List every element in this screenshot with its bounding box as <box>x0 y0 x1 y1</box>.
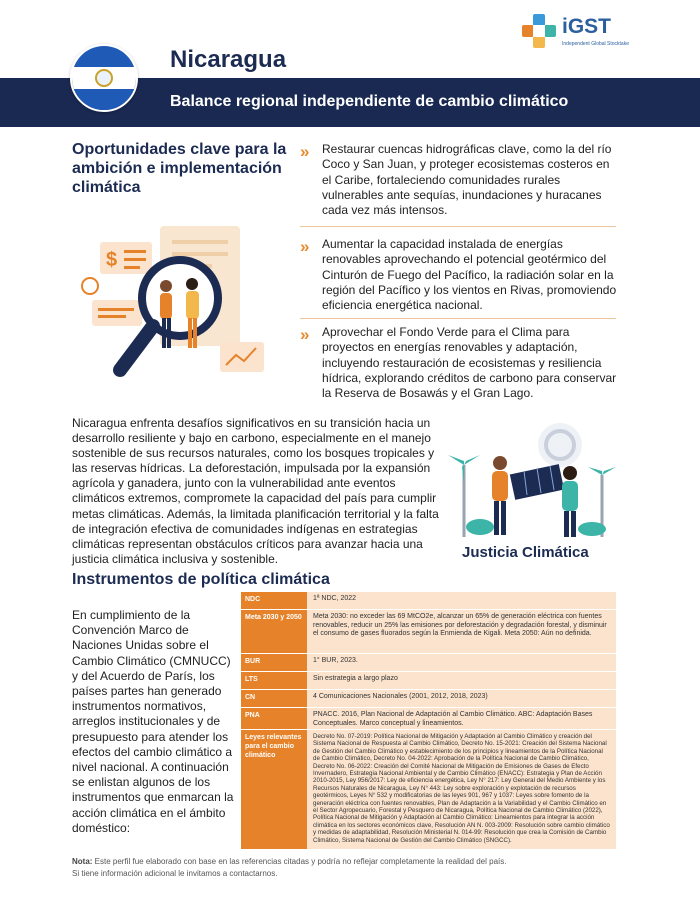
row-value: Sin estrategia a largo plazo <box>307 672 616 690</box>
igst-logo <box>522 14 672 54</box>
logo-tagline: Independent Global Stocktake <box>562 41 629 47</box>
country-title: Nicaragua <box>170 46 287 73</box>
finance-magnifier-illustration <box>80 220 280 395</box>
opportunity-item: Aumentar la capacidad instalada de energías renovables aprovechando el potencial geotérmico del Cinturón de Fuego del Pacífico, la radiación solar en la región del Pacífico y los vientos en Rivas, promoviendo eficiencia energética nacional. <box>322 237 617 313</box>
igst-logo-mark-icon <box>522 14 556 48</box>
note-text: Este perfil fue elaborado con base en las referencias citadas y podría no reflejar completamente la realidad del país. <box>92 857 507 866</box>
row-key: Leyes relevantes para el cambio climático <box>241 730 307 850</box>
instruments-paragraph: En cumplimiento de la Convención Marco de Naciones Unidas sobre el Cambio Climático (CMNUCC) y del Acuerdo de París, los países partes han generado instrumentos normativos, arreglos institucionales y de presupuesto para atender los efectos del cambio climático a nivel nacional. A continuación se enlistan algunos de los instrumentos que enmarcan la acción climática en el ámbito doméstico: <box>72 608 234 835</box>
row-value: 1ª NDC, 2022 <box>307 592 616 610</box>
table-row <box>241 592 616 610</box>
instruments-title: Instrumentos de política climática <box>72 571 330 588</box>
opportunity-item: Restaurar cuencas hidrográficas clave, como la del río Coco y San Juan, y proteger ecosistemas costeros en el Caribe, fortaleciendo comunidades rurales vulnerables ante sequías, inundaciones y huracanes cada vez más intensos. <box>322 142 612 218</box>
row-key: LTS <box>241 672 307 690</box>
footer-note <box>72 856 506 880</box>
opportunities-title: Oportunidades clave para la ambición e implementación climática <box>72 141 287 196</box>
chevron-right-icon: » <box>300 142 306 161</box>
row-key: BUR <box>241 654 307 672</box>
note-label: Nota: <box>72 857 93 866</box>
intro-paragraph: Nicaragua enfrenta desafíos significativos en su transición hacia un desarrollo resiliente y bajo en carbono, especialmente en el manejo sostenible de sus recursos naturales, como los bosques tropicales y las reservas hídricas. La deforestación, impulsada por la expansión agrícola y ganadera, junto con la vulnerabilidad ante eventos climáticos extremos, compromete la capacidad del país para cumplir metas climáticas. Además, la limitada planificación territorial y la falta de integración efectiva de comunidades indígenas en estrategias climáticas representan obstáculos críticos para avanzar hacia una justicia climática inclusiva y sostenible. <box>72 416 439 566</box>
row-value: Decreto No. 07-2019: Política Nacional de Mitigación y Adaptación al Cambio Climático y creación del Sistema Nacional de Respuesta al Cambio Climático, Decreto No. 15-2021: Creación del Sistema Nacional de Gestión del Cambio Climático y establecimiento de los principios y lineamientos de la Política Nacional de Cambio Climático, Decreto No. 04-2022: Aprobación de la Política Nacional de Cambio Climático, Decreto No. 06-2022: Creación del Comité Nacional de Mitigación de Emisiones de Gases de Efecto Invernadero, Estrategia Nacional Ambiental y de Cambio Climático (ENACC): Estrategia y Plan de Acción 2010-2015, Ley 956/2017: Ley de eficiencia energética, Ley N° 217: Ley General del Medio Ambiente y los Recursos Naturales de Nicaragua, Ley N° 443: Ley sobre exploración y explotación de recursos geotérmicos, Leyes N° 532 y modificatorias de las leyes 901, 967 y 1037: Leyes sobre fomento de la generación eléctrica con fuentes renovables, Plan de Adaptación a la Variabilidad y el Cambio Climático en el Sector Agropecuario, Forestal y Pesquero de Nicaragua, Política Nacional de Cambio Climático (2022), Política Nacional de Mitigación y Adaptación al Cambio Climático: Lineamientos para integrar la acción climática en los sectores económicos clave, Resolución AN N. 003-2009: Resolución sobre cambio climático y medidas de adaptabilidad, Resolución Ministerial N. 014-99: Resolución que crea la Comisión de Cambio Climático, Sistema Nacional de Gestión del Cambio Climático (SNGCC). <box>307 730 616 850</box>
table-row <box>241 610 616 654</box>
chevron-right-icon: » <box>300 325 306 344</box>
row-value: Meta 2030: no exceder las 69 MtCO2e, alcanzar un 65% de generación eléctrica con fuentes renovables, reducir un 25% las emisiones por deforestación y degradación forestal, y disminuir el consumo de gases fluorados según la Enmienda de Kigali. Meta 2050: Aún no definida. <box>307 610 616 654</box>
row-key: PNA <box>241 708 307 730</box>
page-subtitle: Balance regional independiente de cambio climático <box>170 93 569 110</box>
logo-wordmark: iGST <box>562 15 612 38</box>
table-row <box>241 690 616 708</box>
chevron-right-icon: » <box>300 237 306 256</box>
table-row <box>241 672 616 690</box>
opportunity-item: Aprovechar el Fondo Verde para el Clima para proyectos en energías renovables y adaptación, incluyendo restauración de ecosistemas y resiliencia hídrica, explorando créditos de carbono para conservar la Reserva de Bosawás y el Gran Lago. <box>322 325 617 401</box>
row-value: 4 Comunicaciones Nacionales (2001, 2012, 2018, 2023) <box>307 690 616 708</box>
row-value: PNACC. 2016, Plan Nacional de Adaptación al Cambio Climático. ABC: Adaptación Bases Conceptuales. Marco conceptual y lineamientos. <box>307 708 616 730</box>
row-value: 1° BUR, 2023. <box>307 654 616 672</box>
row-key: NDC <box>241 592 307 610</box>
climate-justice-illustration <box>442 415 622 543</box>
divider <box>300 226 616 227</box>
note-line2: Si tiene información adicional le invitamos a contactarnos. <box>72 869 278 878</box>
svg-text:$: $ <box>106 249 118 271</box>
row-key: CN <box>241 690 307 708</box>
divider <box>300 318 616 319</box>
table-row <box>241 708 616 730</box>
row-key: Meta 2030 y 2050 <box>241 610 307 654</box>
table-row <box>241 730 616 850</box>
climate-justice-label: Justicia Climática <box>462 544 589 561</box>
nicaragua-flag-icon <box>70 44 138 112</box>
table-row <box>241 654 616 672</box>
